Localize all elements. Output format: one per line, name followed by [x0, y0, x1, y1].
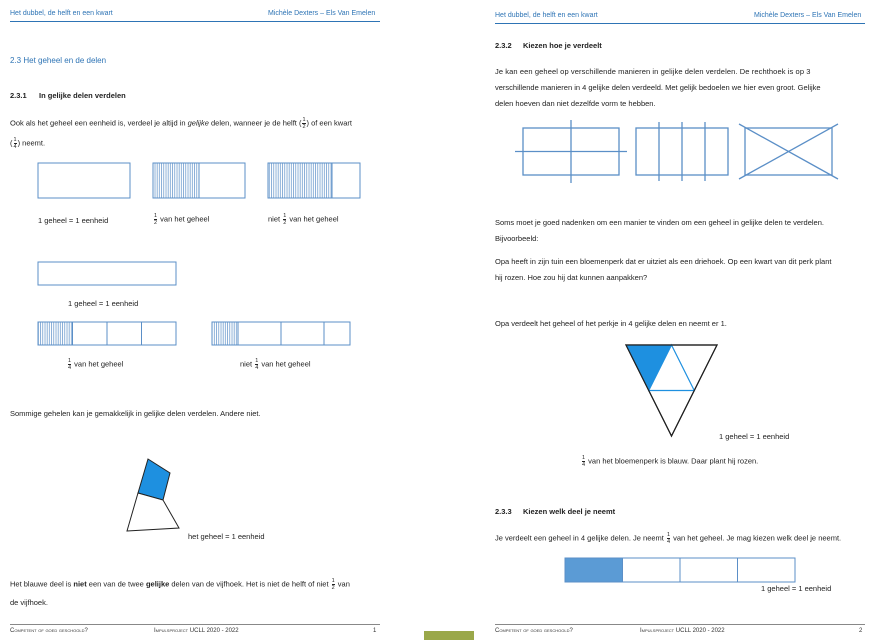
intro-text: delen, wanneer je de helft ( [208, 118, 302, 128]
frac-num: 1 [68, 358, 72, 364]
frac-num: 1 [302, 117, 306, 123]
footer-left: Competent of goed geschoold? [495, 628, 573, 634]
frac-den: 4 [255, 365, 259, 371]
conclusion-text: van [335, 579, 350, 589]
rect-whole [38, 163, 130, 198]
footer-rule [495, 624, 865, 625]
conclusion-text: een van de twee [86, 579, 146, 589]
intro-text: ( [10, 138, 13, 148]
subsection-title: Kiezen hoe je verdeelt [523, 41, 602, 50]
label-whole-2: 1 geheel = 1 eenheid [68, 299, 139, 308]
footer-center: Impulsproject UCLL 2020 - 2022 [154, 628, 239, 634]
paragraph-3-line-1: Opa heeft in zijn tuin een bloemenperk dat er uitziet als een driehoek. Op een kwart van dit perk plant [495, 257, 832, 266]
header-title: Het dubbel, de helft en een kwart [10, 10, 113, 17]
blue-part-label [581, 455, 758, 468]
label-text: van het geheel [259, 359, 311, 369]
frac-num: 1 [582, 455, 586, 461]
label-not-half [268, 213, 339, 226]
fraction-half [154, 213, 157, 226]
bar-quarter-shaded [38, 322, 72, 345]
conclusion-line-1 [10, 578, 350, 591]
sometimes-text: Sommige gehelen kan je gemakkelijk in gelijke delen verdelen. Andere niet. [10, 409, 261, 418]
label-quarter [67, 358, 123, 371]
frac-den: 2 [331, 585, 335, 591]
subsection-number: 2.3.2 [495, 41, 512, 50]
frac-den: 2 [154, 220, 158, 226]
frac-num: 1 [13, 137, 17, 143]
frac-den: 4 [13, 144, 17, 150]
intro-text: Ook als het geheel een eenheid is, verdeel je altijd in [10, 118, 188, 128]
conclusion-bold: gelijke [145, 579, 170, 589]
fraction-half [332, 578, 335, 591]
fraction-quarter [582, 455, 585, 468]
label-text: niet [240, 359, 255, 369]
conclusion-bold: niet [73, 579, 87, 589]
intro-text: ) of een kwart [306, 118, 352, 128]
fraction-quarter [68, 358, 71, 371]
fraction-quarter [667, 532, 670, 545]
frac-den: 2 [302, 124, 306, 130]
page-number: 1 [373, 628, 377, 634]
label-text: van het geheel [72, 359, 124, 369]
label-text: van het bloemenperk is blauw. Daar plant hij rozen. [586, 456, 759, 466]
frac-den: 4 [68, 365, 72, 371]
page-1 [0, 0, 380, 640]
label-half [153, 213, 209, 226]
paragraph-2-line-1: Soms moet je goed nadenken om een manier te vinden om een geheel in gelijke delen te verdelen. [495, 218, 824, 227]
frac-den: 4 [582, 462, 586, 468]
paragraph-text: Je verdeelt een geheel in 4 gelijke delen. Je neemt [495, 533, 666, 543]
label-text: van het geheel [158, 214, 210, 224]
frac-den: 2 [283, 220, 287, 226]
paragraph-3-line-2: hij rozen. Hoe zou hij dat kunnen aanpakken? [495, 273, 648, 282]
frac-den: 4 [666, 539, 671, 545]
label-text: niet [268, 214, 283, 224]
rect-nothalf-shaded [268, 163, 332, 198]
pentagon-label: het geheel = 1 eenheid [188, 532, 265, 541]
paragraph-5 [495, 532, 841, 545]
bar-notquarter-shaded [212, 322, 238, 345]
frac-num: 1 [154, 213, 158, 219]
triangle-label: 1 geheel = 1 eenheid [719, 432, 790, 441]
pentagon-white-part [127, 493, 179, 531]
label-not-quarter [240, 358, 311, 371]
header-title: Het dubbel, de helft en een kwart [495, 12, 598, 19]
paragraph-1-line-3: delen hoeven dan niet dezelfde vorm te hebben. [495, 99, 656, 108]
paragraph-1-line-2: verschillende manieren in 4 gelijke delen verdeeld. Met gelijk bedoelen we hier even groot. Gelijke [495, 83, 821, 92]
paragraph-4: Opa verdeelt het geheel of het perkje in 4 gelijke delen en neemt er 1. [495, 319, 727, 328]
rect-whole-2 [38, 262, 176, 285]
figure-rectangles-row1 [0, 0, 380, 640]
footer-center: Impulsproject UCLL 2020 - 2022 [640, 628, 725, 634]
conclusion-text: delen van de vijfhoek. Het is niet de helft of niet [169, 579, 331, 589]
subsection-title: Kiezen welk deel je neemt [523, 507, 616, 516]
section-title: 2.3 Het geheel en de delen [10, 56, 107, 65]
conclusion-text: Het blauwe deel is [10, 579, 74, 589]
footer-rule [10, 624, 380, 625]
label-whole: 1 geheel = 1 eenheid [38, 216, 109, 225]
page-number: 2 [859, 628, 863, 634]
paragraph-1-line-1: Je kan een geheel op verschillende manieren in gelijke delen verdelen. De rechthoek is op 3 [495, 67, 811, 76]
header-authors: Michèle Dexters – Els Van Emelen [268, 10, 376, 17]
intro-text: ) neemt. [17, 138, 46, 148]
frac-num: 1 [666, 532, 671, 538]
bar-blue-part [565, 558, 623, 582]
label-text: van het geheel [287, 214, 339, 224]
rect-half-shaded [153, 163, 199, 198]
subsection-title: In gelijke delen verdelen [39, 91, 126, 100]
bar-label: 1 geheel = 1 eenheid [761, 584, 832, 593]
intro-emphasis: gelijke [187, 118, 209, 128]
fraction-quarter [255, 358, 258, 371]
conclusion-line-2: de vijfhoek. [10, 598, 48, 607]
fraction-half [283, 213, 286, 226]
subsection-number: 2.3.1 [10, 91, 27, 100]
header-authors: Michèle Dexters – Els Van Emelen [754, 12, 862, 19]
page-gap-marker [424, 631, 474, 640]
frac-num: 1 [283, 213, 287, 219]
footer-left: Competent of goed geschoold? [10, 628, 88, 634]
paragraph-text: van het geheel. Je mag kiezen welk deel je neemt. [671, 533, 842, 543]
paragraph-2-line-2: Bijvoorbeeld: [495, 234, 539, 243]
page-2 [486, 0, 866, 640]
frac-num: 1 [255, 358, 259, 364]
frac-num: 1 [331, 578, 335, 584]
subsection-number: 2.3.3 [495, 507, 512, 516]
